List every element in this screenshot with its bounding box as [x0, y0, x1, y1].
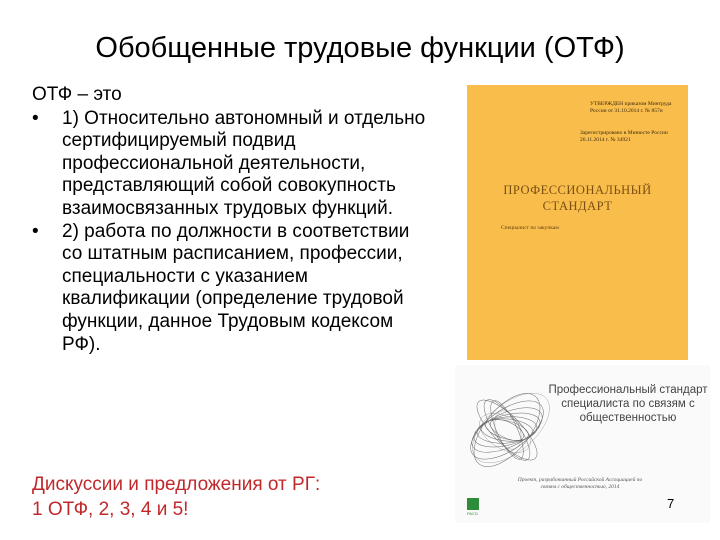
- discussion-line-2: 1 ОТФ, 2, 3, 4 и 5!: [32, 499, 189, 520]
- definition-block: [32, 84, 432, 356]
- logo-text: РАСО: [467, 511, 478, 516]
- intro-text: ОТФ – это: [32, 84, 122, 105]
- cover-title-line-2: СТАНДАРТ: [542, 199, 613, 213]
- cover-subtitle: Специалист по закупкам: [501, 225, 559, 231]
- professional-standard-cover: [467, 85, 688, 360]
- organization-logo-icon: [467, 498, 479, 510]
- definition-list: [32, 108, 432, 357]
- registration-note: Зарегистрировано в Минюсте России 26.11.2014 г. № 34921: [580, 130, 668, 143]
- cover-title: [467, 182, 688, 214]
- discussion-line-1: Дискуссии и предложения от РГ:: [32, 474, 321, 495]
- pr-cover-org: Проект, разработанный Российской Ассоциацией по связям с общественностью, 2014: [517, 477, 643, 490]
- list-item-text: 1) Относительно автономный и отдельно сертифицируемый подвид профессиональной деятельности, представляющий собой совокупность взаимосвязанных трудовых функций.: [62, 107, 426, 219]
- list-item-text: 2) работа по должности в соответствии со штатным расписанием, профессии, специальности с указанием квалификации (определение трудовой функции, данное Трудовым кодексом РФ).: [62, 220, 410, 355]
- page-number: 7: [667, 496, 675, 511]
- list-item: [32, 108, 432, 221]
- approval-note: УТВЕРЖДЕН приказом Минтруда России от 31.10.2014 г. № 857н: [590, 101, 672, 114]
- slide-title: Обобщенные трудовые функции (ОТФ): [95, 32, 625, 64]
- pr-cover-title: Профессиональный стандарт специалиста по связям с общественностью: [548, 384, 708, 424]
- bullet-icon: •: [32, 220, 39, 242]
- list-item: [32, 221, 432, 357]
- bullet-icon: •: [32, 107, 39, 129]
- discussion-note: [32, 472, 432, 522]
- cover-title-line-1: ПРОФЕССИОНАЛЬНЫЙ: [503, 183, 652, 197]
